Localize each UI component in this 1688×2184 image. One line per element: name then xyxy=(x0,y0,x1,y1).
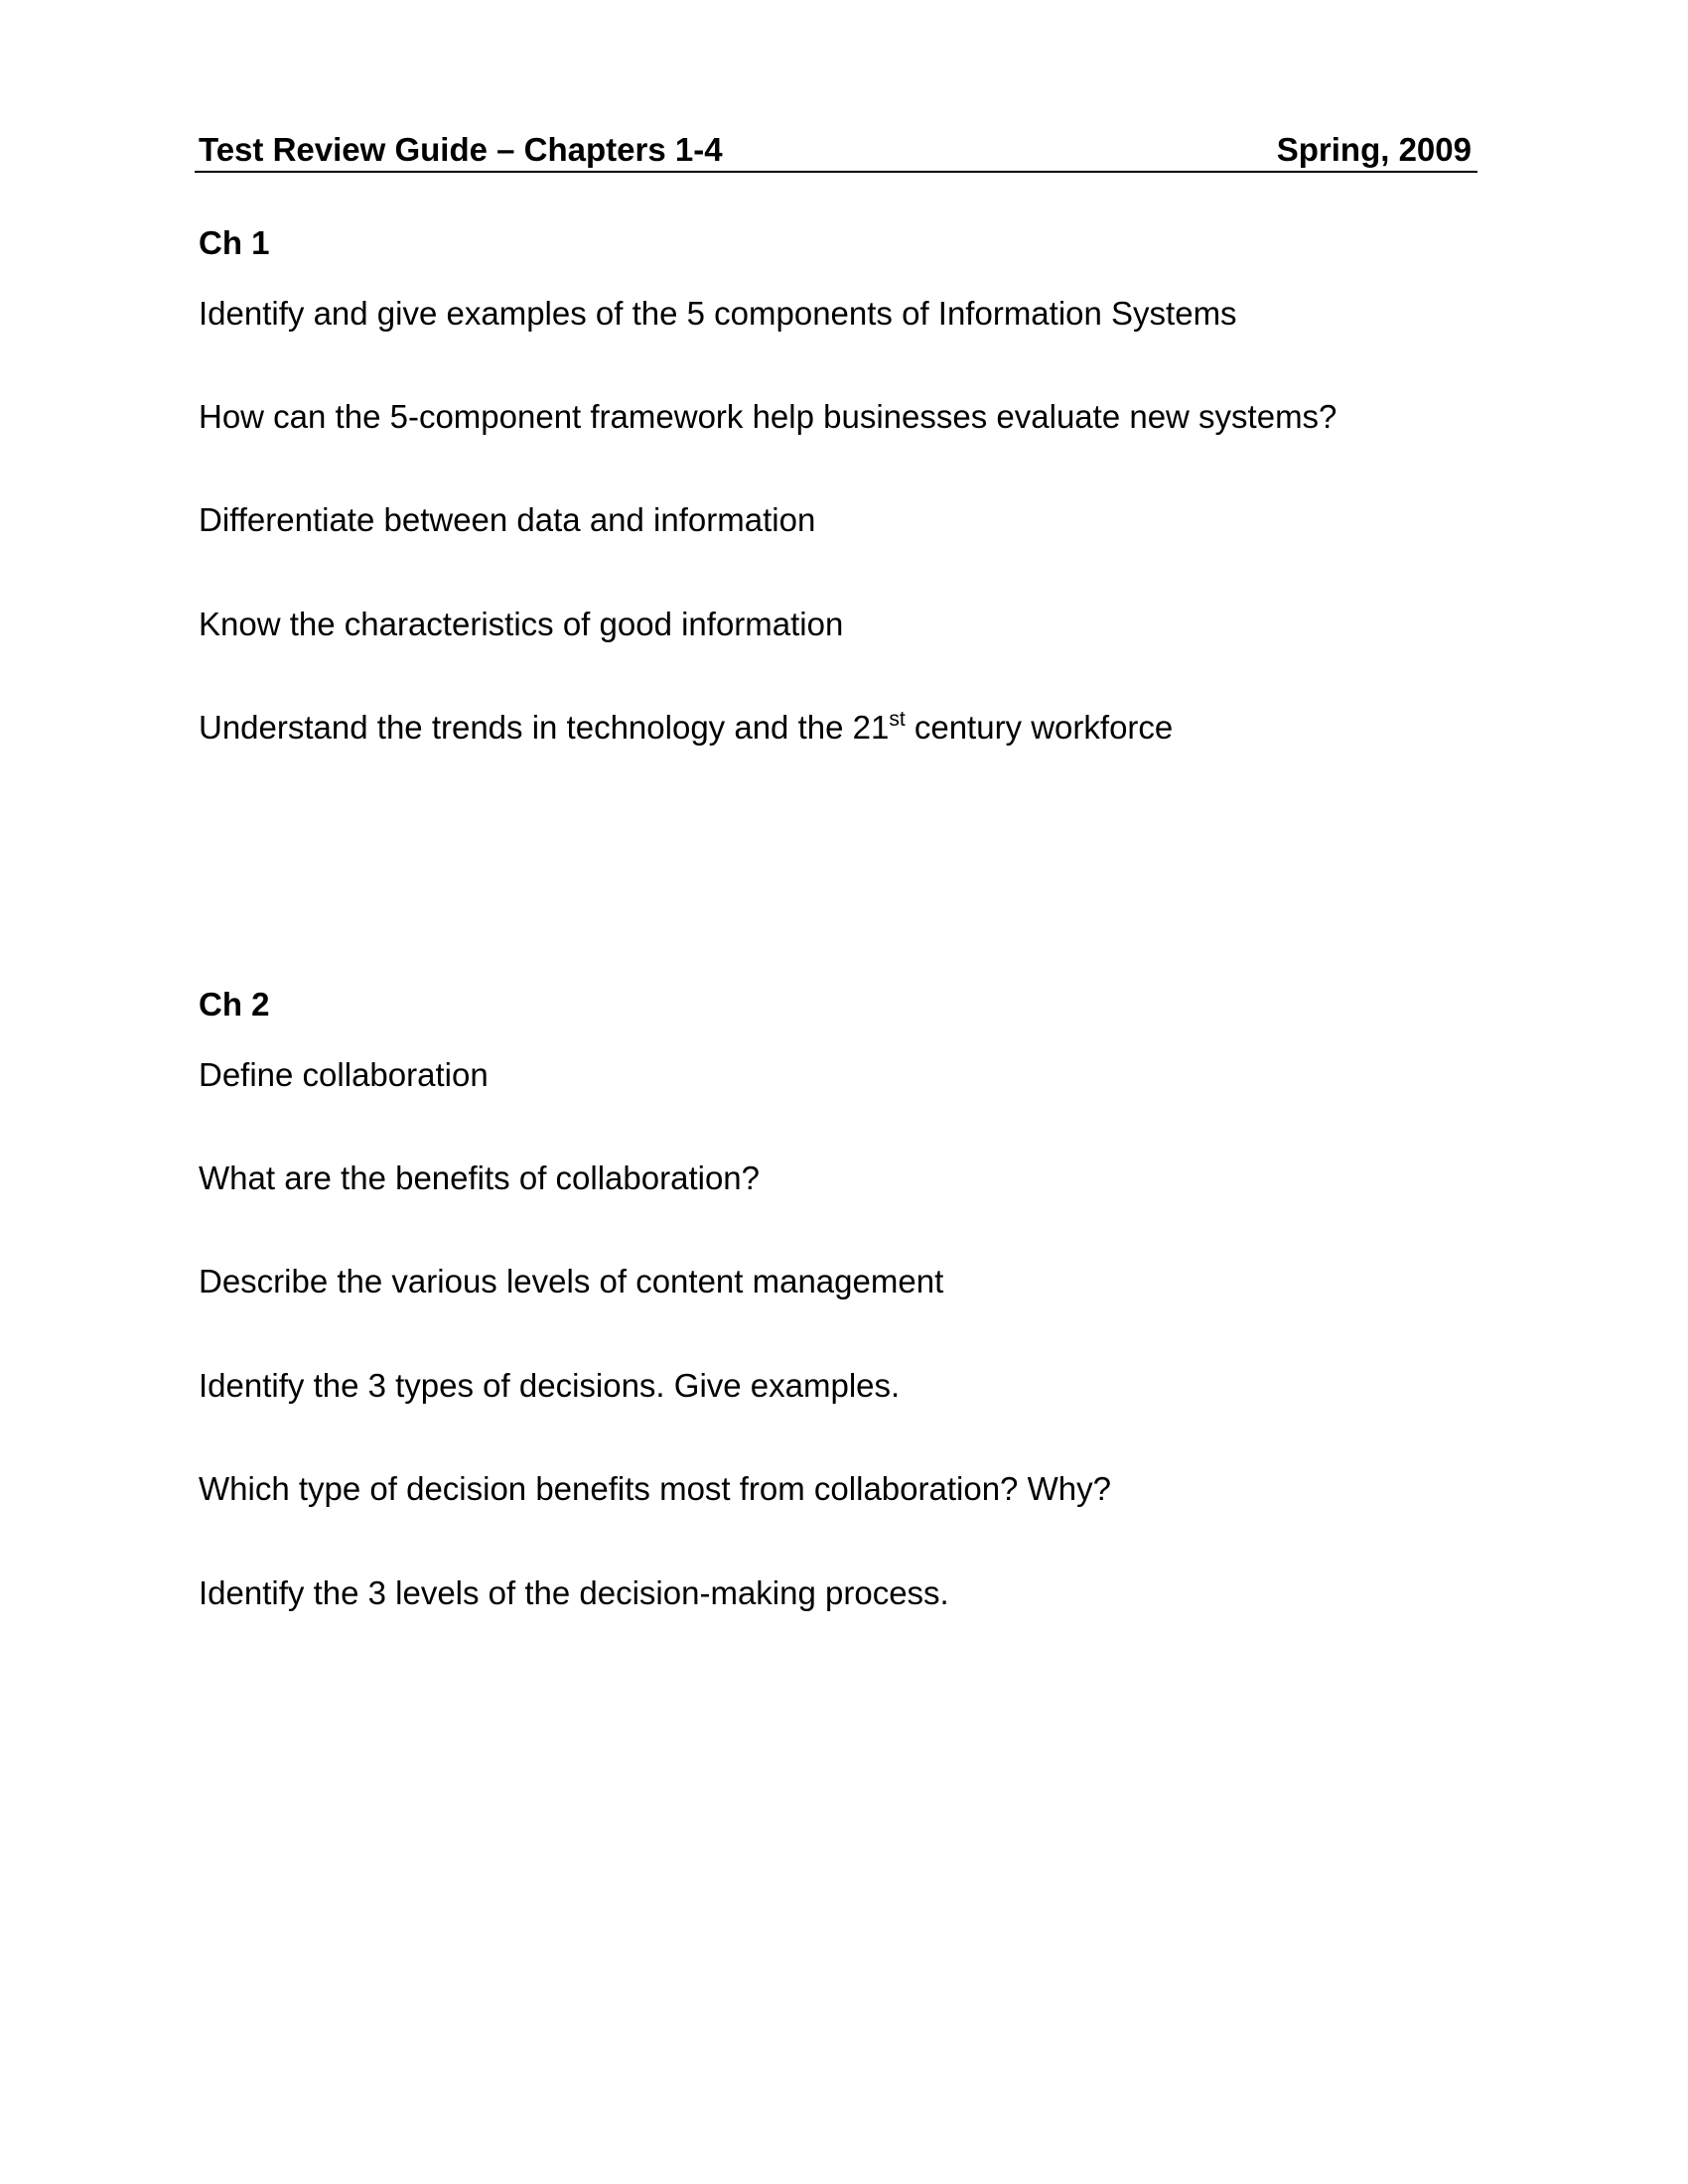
review-item: Know the characteristics of good information xyxy=(199,606,844,642)
review-item: Identify the 3 types of decisions. Give examples. xyxy=(199,1367,901,1404)
document-title: Test Review Guide – Chapters 1-4 xyxy=(199,131,723,168)
document-date: Spring, 2009 xyxy=(1276,131,1472,168)
review-item: Differentiate between data and information xyxy=(199,501,816,538)
review-item-text: Understand the trends in technology and the 21 xyxy=(199,709,890,746)
ordinal-suffix: st xyxy=(889,708,906,731)
review-item: Describe the various levels of content management xyxy=(199,1263,944,1299)
review-item: How can the 5-component framework help businesses evaluate new systems? xyxy=(199,398,1337,435)
review-item: Identify the 3 levels of the decision-making process. xyxy=(199,1574,949,1611)
section-heading-ch2: Ch 2 xyxy=(199,986,270,1023)
review-item xyxy=(199,709,1173,747)
section-heading-ch1: Ch 1 xyxy=(199,224,270,261)
review-item-text: century workforce xyxy=(905,709,1174,746)
review-item: What are the benefits of collaboration? xyxy=(199,1160,761,1196)
review-item: Which type of decision benefits most from collaboration? Why? xyxy=(199,1470,1111,1507)
page-header xyxy=(195,127,1477,173)
review-item: Define collaboration xyxy=(199,1056,489,1093)
review-item: Identify and give examples of the 5 components of Information Systems xyxy=(199,295,1237,332)
